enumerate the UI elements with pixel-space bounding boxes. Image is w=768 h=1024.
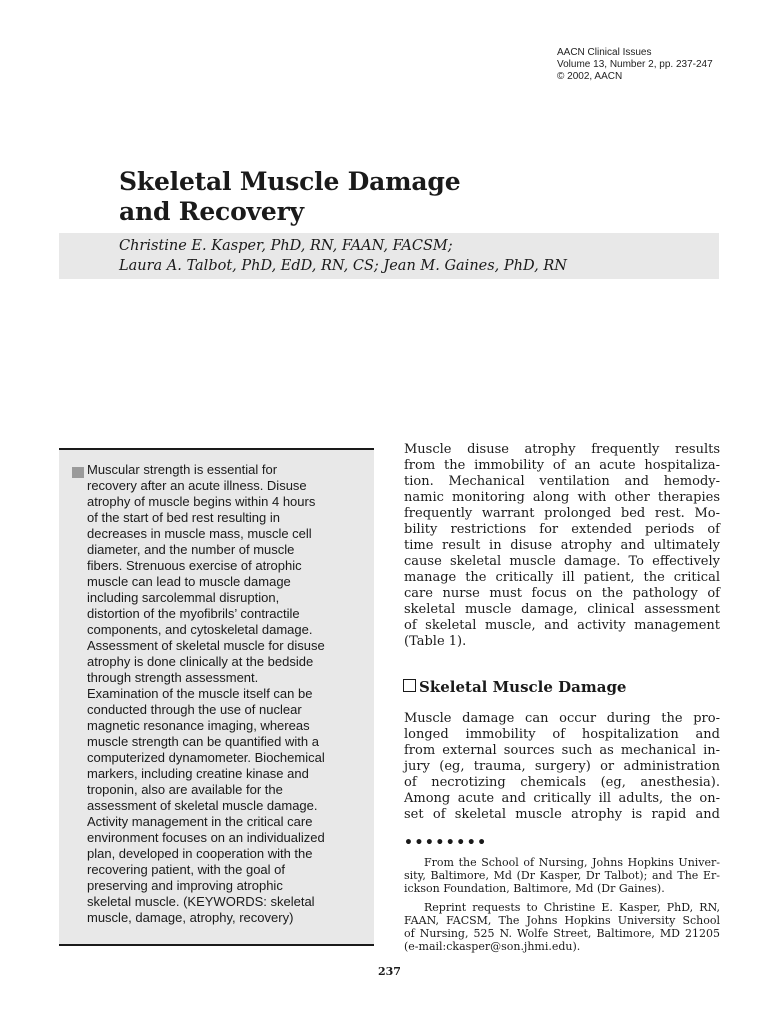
abstract-line: Examination of the muscle itself can be	[87, 686, 313, 701]
abstract-square-icon	[72, 467, 84, 478]
body-line: frequently warrant prolonged bed rest. Mo-	[404, 506, 720, 521]
article-title	[119, 167, 460, 227]
footnote-line: From the School of Nursing, Johns Hopkins Univer-	[424, 856, 720, 869]
abstract-line: atrophy is done clinically at the bedside	[87, 654, 314, 669]
journal-name: AACN Clinical Issues	[557, 47, 652, 58]
abstract-line: through strength assessment.	[87, 670, 259, 685]
footnotes	[404, 856, 720, 959]
abstract-line: plan, developed in cooperation with the	[87, 846, 313, 861]
abstract-line: recovering patient, with the goal of	[87, 862, 286, 877]
body-line: Among acute and critically ill adults, the on-	[404, 791, 720, 806]
square-bullet-icon	[403, 679, 416, 692]
abstract-line: skeletal muscle. (KEYWORDS: skeletal	[87, 894, 315, 909]
abstract-line: components, and cytoskeletal damage.	[87, 622, 313, 637]
footnote-line: ickson Foundation, Baltimore, Md (Dr Gaines).	[404, 882, 665, 895]
body-line: tion. Mechanical ventilation and hemody-	[404, 474, 720, 489]
abstract-line: assessment of skeletal muscle damage.	[87, 798, 318, 813]
authors-line-2: Laura A. Talbot, PhD, EdD, RN, CS; Jean M. Gaines, PhD, RN	[119, 258, 567, 274]
journal-info	[557, 47, 713, 83]
abstract-line: including sarcolemmal disruption,	[87, 590, 280, 605]
authors-line-1: Christine E. Kasper, PhD, RN, FAAN, FACSM;	[119, 238, 453, 254]
body-line: care nurse must focus on the pathology of	[404, 586, 720, 601]
abstract-line: conducted through the use of nuclear	[87, 702, 302, 717]
body-line: bility restrictions for extended periods of	[404, 522, 720, 537]
reprint-footnote	[404, 901, 720, 953]
abstract-line: of the start of bed rest resulting in	[87, 510, 280, 525]
body-line: from external sources such as mechanical in-	[404, 743, 720, 758]
author-band	[59, 233, 719, 279]
journal-copyright: © 2002, AACN	[557, 71, 623, 82]
abstract-line: diameter, and the number of muscle	[87, 542, 295, 557]
abstract-line: muscle, damage, atrophy, recovery)	[87, 910, 294, 925]
abstract-line: muscle can lead to muscle damage	[87, 574, 291, 589]
body-line: from the immobility of an acute hospitaliza-	[404, 458, 720, 473]
body-line: namic monitoring along with other therapies	[404, 490, 720, 505]
body-line: (Table 1).	[404, 634, 467, 649]
abstract-line: fibers. Strenuous exercise of atrophic	[87, 558, 302, 573]
abstract-line: distortion of the myofibrils’ contractile	[87, 606, 300, 621]
section-heading-text: Skeletal Muscle Damage	[419, 678, 627, 696]
journal-volume: Volume 13, Number 2, pp. 237-247	[557, 59, 713, 70]
abstract-line: Assessment of skeletal muscle for disuse	[87, 638, 325, 653]
body-line: Muscle damage can occur during the pro-	[404, 711, 720, 726]
abstract-line: preserving and improving atrophic	[87, 878, 283, 893]
title-line-1: Skeletal Muscle Damage	[119, 167, 461, 196]
footnote-line: FAAN, FACSM, The Johns Hopkins University School	[404, 914, 720, 927]
footnote-line: of Nursing, 525 N. Wolfe Street, Baltimore, MD 21205	[404, 927, 720, 940]
body-line: set of skeletal muscle atrophy is rapid and	[404, 807, 720, 822]
abstract-box	[59, 448, 374, 946]
footnote-line: (e-mail:ckasper@son.jhmi.edu).	[404, 940, 581, 953]
abstract-line: markers, including creatine kinase and	[87, 766, 309, 781]
abstract-line: magnetic resonance imaging, whereas	[87, 718, 310, 733]
body-line: of necrotizing chemicals (eg, anesthesia).	[404, 775, 720, 790]
intro-paragraph	[404, 442, 720, 650]
footnote-separator: ••••••••	[404, 835, 488, 851]
abstract-line: computerized dynamometer. Biochemical	[87, 750, 325, 765]
body-line: skeletal muscle damage, clinical assessment	[404, 602, 720, 617]
abstract-line: atrophy of muscle begins within 4 hours	[87, 494, 316, 509]
abstract-line: recovery after an acute illness. Disuse	[87, 478, 307, 493]
body-line: of skeletal muscle, and activity management	[404, 618, 720, 633]
abstract-line: decreases in muscle mass, muscle cell	[87, 526, 312, 541]
abstract-line: environment focuses on an individualized	[87, 830, 325, 845]
title-line-2: and Recovery	[119, 197, 304, 226]
abstract-line: Activity management in the critical care	[87, 814, 313, 829]
author-list	[119, 236, 567, 276]
abstract-line: troponin, also are available for the	[87, 782, 283, 797]
body-line: cause skeletal muscle damage. To effectively	[404, 554, 720, 569]
body-line: time result in disuse atrophy and ultimately	[404, 538, 720, 553]
abstract-text	[87, 462, 377, 926]
footnote-line: Reprint requests to Christine E. Kasper, PhD, RN,	[424, 901, 720, 914]
body-line: Muscle disuse atrophy frequently results	[404, 442, 720, 457]
body-line: longed immobility of hospitalization and	[404, 727, 720, 742]
section-heading	[403, 677, 626, 697]
body-line: manage the critically ill patient, the critical	[404, 570, 720, 585]
footnote-line: sity, Baltimore, Md (Dr Kasper, Dr Talbot); and The Er-	[404, 869, 720, 882]
abstract-line: muscle strength can be quantified with a	[87, 734, 319, 749]
page-number: 237	[378, 965, 401, 978]
section-paragraph	[404, 711, 720, 823]
body-line: jury (eg, trauma, surgery) or administration	[404, 759, 720, 774]
abstract-line: Muscular strength is essential for	[87, 462, 278, 477]
affiliation-footnote	[404, 856, 720, 895]
